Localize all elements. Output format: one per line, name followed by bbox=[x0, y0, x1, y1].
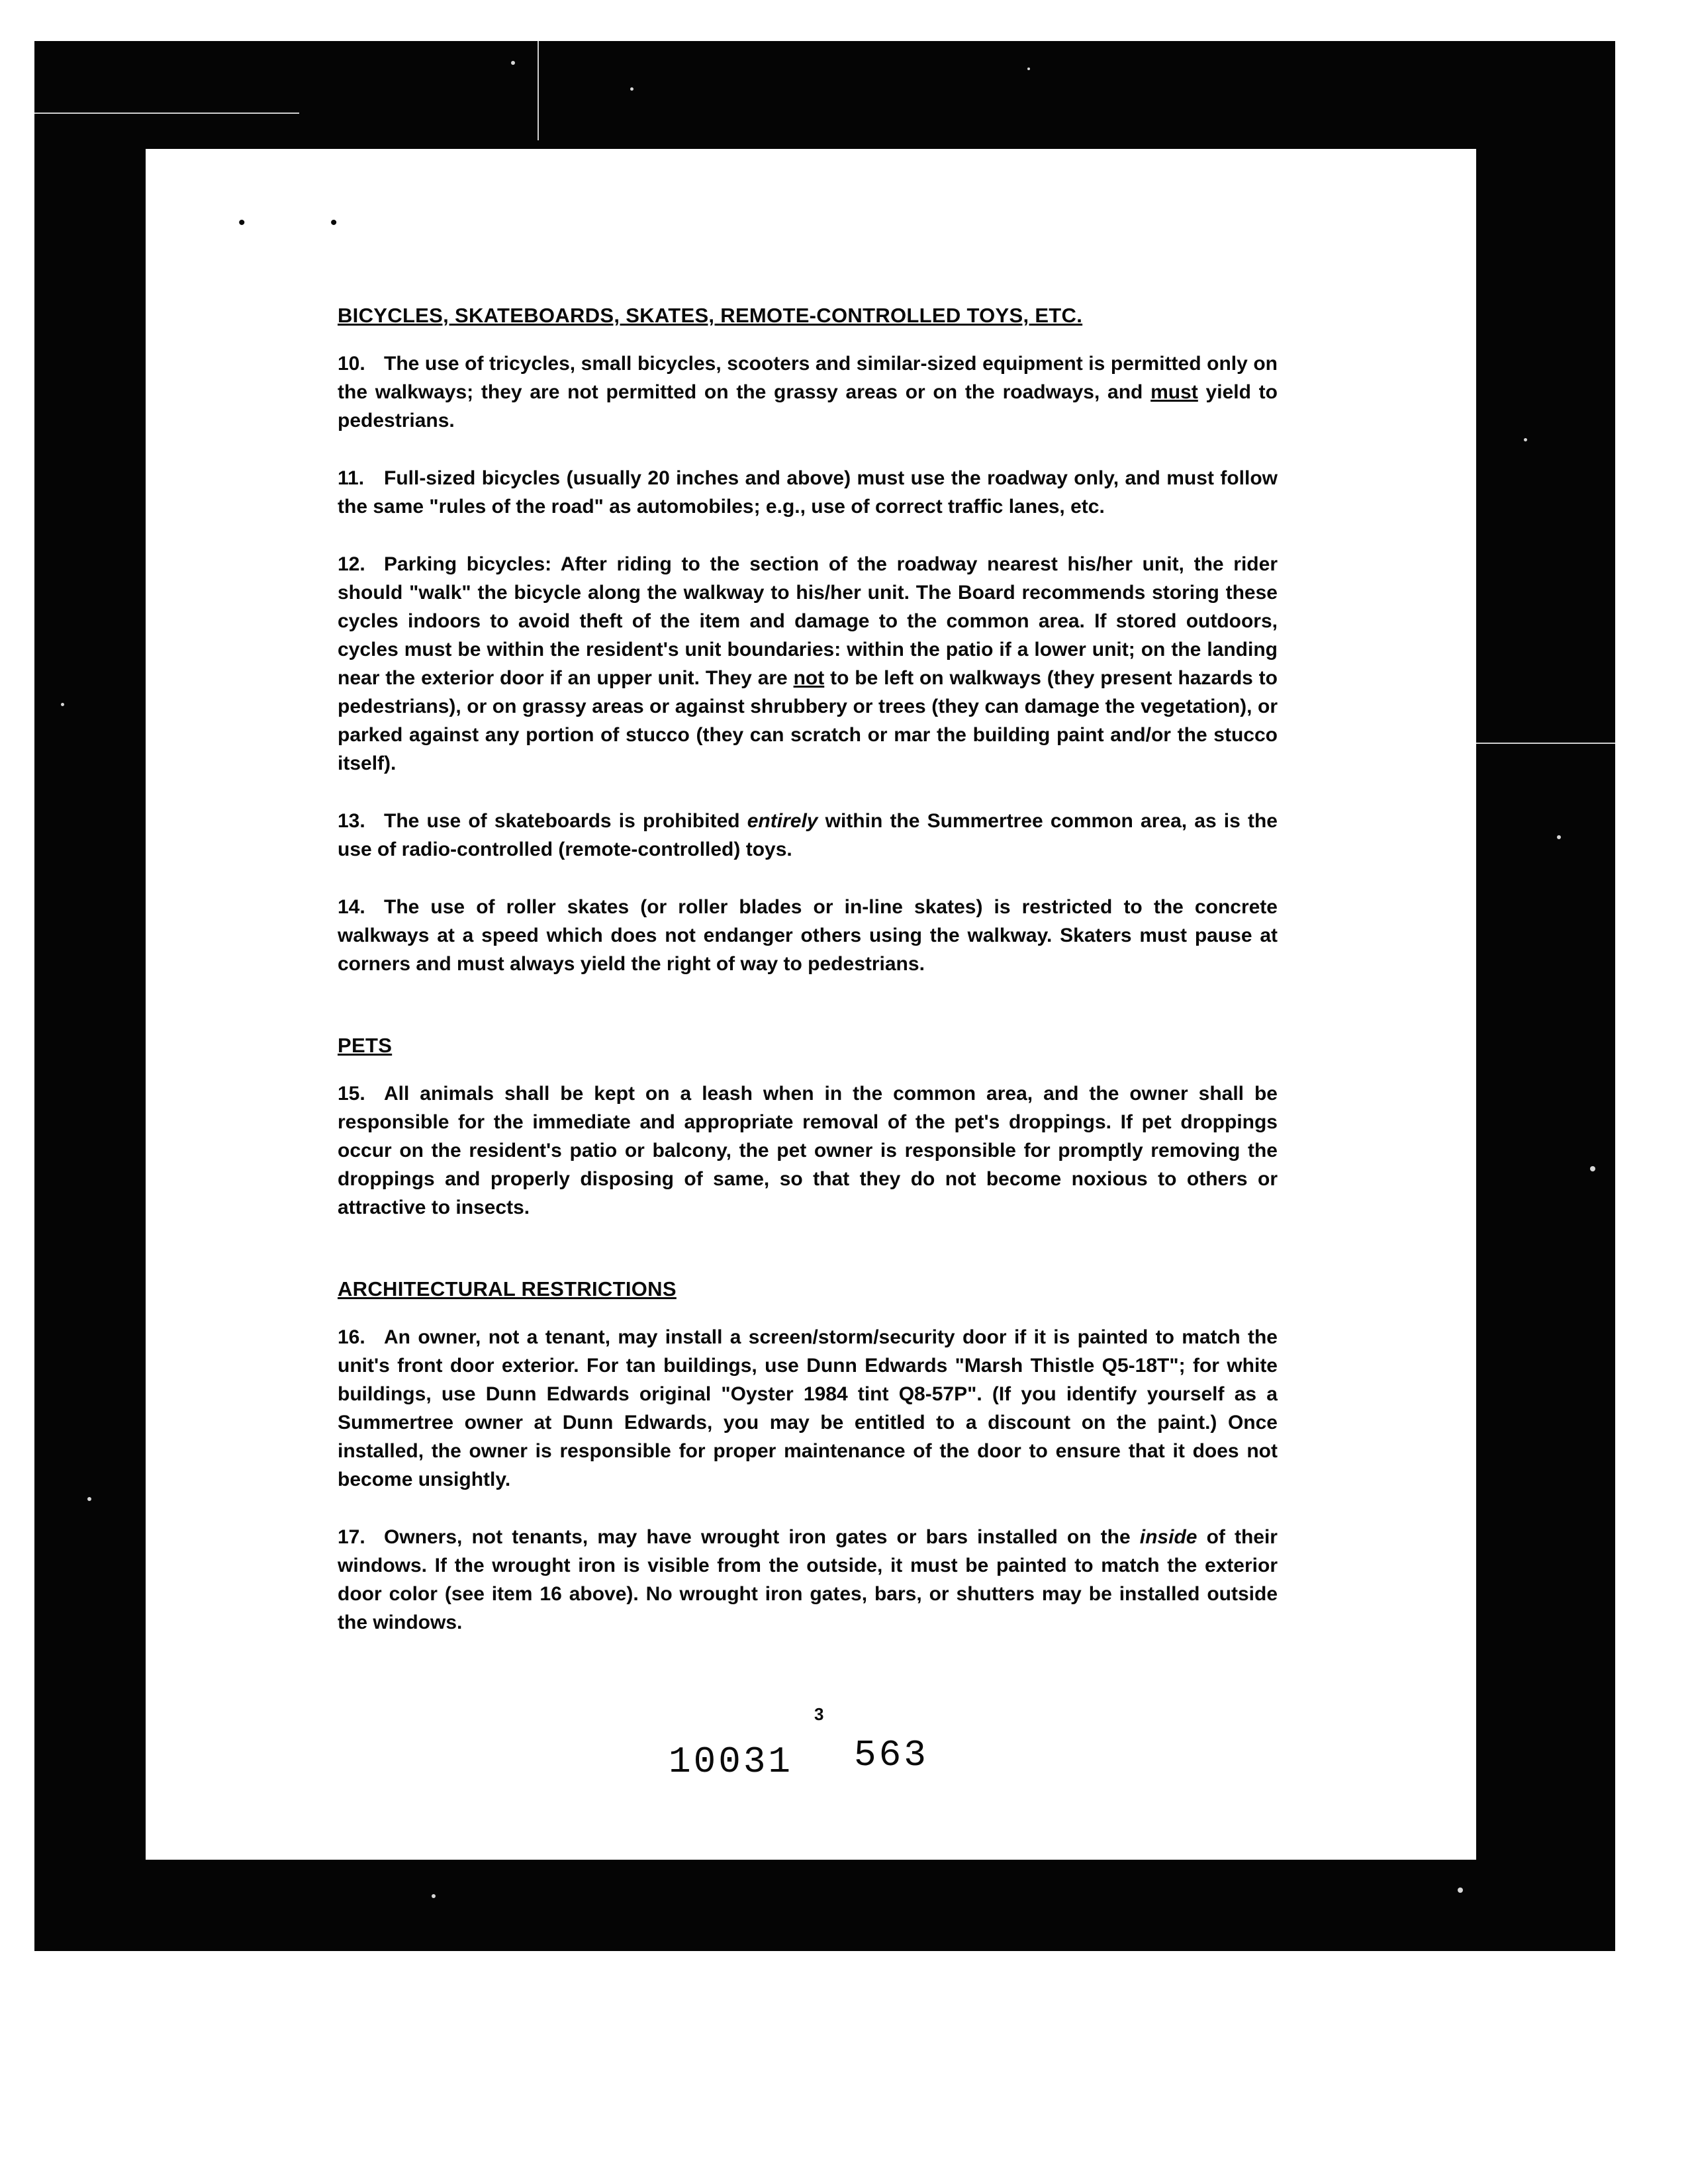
scan-streak bbox=[538, 41, 539, 140]
scan-speck bbox=[1458, 1888, 1463, 1893]
scan-speck bbox=[87, 1497, 91, 1501]
scan-speck bbox=[61, 703, 64, 706]
section-heading-pets: PETS bbox=[338, 1034, 393, 1057]
scan-speck bbox=[432, 1894, 436, 1898]
scan-streak bbox=[34, 113, 299, 114]
rule-15: 15. All animals shall be kept on a leash when in the common area, and the owner shall be responsible for the immediate and appropriate removal of the pet's droppings. If pet droppings occur on the resident's patio or balcony, the pet owner is responsible for promptly removing the droppings and properly disposing of same, so that they do not become noxious to others or attractive to insects. bbox=[338, 1083, 1278, 1218]
document-page bbox=[146, 149, 1476, 1860]
scan-streak bbox=[1458, 743, 1615, 744]
rule-11: 11. Full-sized bicycles (usually 20 inches and above) must use the roadway only, and must follow the same "rules of the road" as automobiles; e.g., use of correct traffic lanes, etc. bbox=[338, 467, 1278, 518]
scan-speck bbox=[511, 61, 515, 65]
page-number: 3 bbox=[814, 1704, 824, 1724]
scan-speck bbox=[1590, 1166, 1595, 1171]
scan-speck bbox=[630, 87, 633, 91]
document-body bbox=[338, 301, 1278, 1666]
scan-speck bbox=[1027, 68, 1030, 70]
rule-16: 16. An owner, not a tenant, may install a screen/storm/security door if it is painted to match the unit's front door exterior. For tan buildings, use Dunn Edwards "Marsh Thistle Q5-18T"; for white buildings, use Dunn Edwards original "Oyster 1984 tint Q8-57P". (If you identify yourself as a Summertree owner at Dunn Edwards, you may be entitled to a discount on the paint.) Once installed, the owner is responsible for proper maintenance of the door to ensure that it does not become unsightly. bbox=[338, 1326, 1278, 1490]
stray-dots: • • bbox=[238, 212, 377, 234]
rule-13: 13. The use of skateboards is prohibited entirely within the Summertree common area, as is the use of radio-controlled (remote-controlled) toys. bbox=[338, 810, 1278, 860]
rule-17: 17. Owners, not tenants, may have wrought iron gates or bars installed on the inside of their windows. If the wrought iron is visible from the outside, it must be painted to match the exterior door color (see item 16 above). No wrought iron gates, bars, or shutters may be installed outside the windows. bbox=[338, 1526, 1278, 1633]
document-id-right: 563 bbox=[854, 1734, 929, 1776]
rule-12: 12. Parking bicycles: After riding to the section of the roadway nearest his/her unit, the rider should "walk" the bicycle along the walkway to his/her unit. The Board recommends storing these cycles indoors to avoid theft of the item and damage to the common area. If stored outdoors, cycles must be within the resident's unit boundaries: within the patio if a lower unit; on the landing near the exterior door if an upper unit. They are not to be left on walkways (they present hazards to pedestrians), or on grassy areas or against shrubbery or trees (they can damage the vegetation), or parked against any portion of stucco (they can scratch or mar the building paint and/or the stucco itself). bbox=[338, 553, 1278, 774]
section-heading-bicycles: BICYCLES, SKATEBOARDS, SKATES, REMOTE-CONTROLLED TOYS, ETC. bbox=[338, 304, 1083, 327]
document-id-left: 10031 bbox=[669, 1741, 794, 1783]
rule-14: 14. The use of roller skates (or roller blades or in-line skates) is restricted to the concrete walkways at a speed which does not endanger others using the walkway. Skaters must pause at corners and must always yield the right of way to pedestrians. bbox=[338, 896, 1278, 975]
scan-speck bbox=[1524, 438, 1527, 441]
scan-speck bbox=[1557, 835, 1561, 839]
section-heading-architectural: ARCHITECTURAL RESTRICTIONS bbox=[338, 1277, 677, 1300]
rule-10: 10. The use of tricycles, small bicycles, scooters and similar-sized equipment is permitted only on the walkways; they are not permitted on the grassy areas or on the roadways, and must yield to pedestrians. bbox=[338, 353, 1278, 432]
